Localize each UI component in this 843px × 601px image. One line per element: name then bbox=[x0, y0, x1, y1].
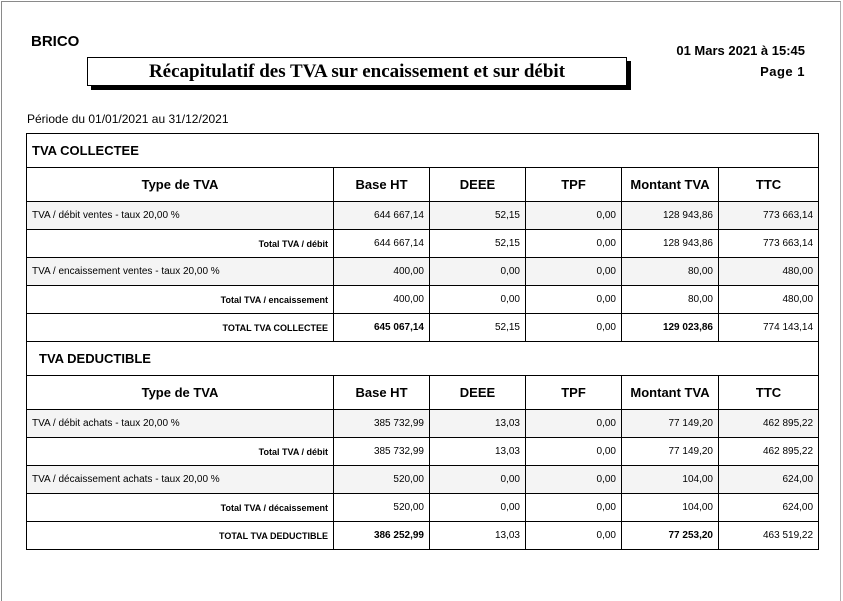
table-header bbox=[27, 376, 819, 410]
section-title: TVA COLLECTEE bbox=[27, 134, 819, 168]
table-row bbox=[27, 466, 819, 494]
table-row bbox=[27, 202, 819, 230]
cell-ttc: 773 663,14 bbox=[719, 230, 819, 258]
cell-base: 644 667,14 bbox=[334, 230, 430, 258]
company-name: BRICO bbox=[31, 33, 80, 50]
cell-base: 520,00 bbox=[334, 466, 430, 494]
cell-ttc: 480,00 bbox=[719, 286, 819, 314]
cell-tpf: 0,00 bbox=[526, 522, 622, 550]
col-base: Base HT bbox=[334, 376, 430, 410]
col-montant: Montant TVA bbox=[622, 376, 719, 410]
print-datetime: 01 Mars 2021 à 15:45 bbox=[676, 43, 805, 58]
cell-base: 645 067,14 bbox=[334, 314, 430, 342]
cell-ttc: 463 519,22 bbox=[719, 522, 819, 550]
cell-tpf: 0,00 bbox=[526, 494, 622, 522]
col-deee: DEEE bbox=[430, 168, 526, 202]
cell-tva: 77 149,20 bbox=[622, 410, 719, 438]
report-title: Récapitulatif des TVA sur encaissement et sur débit bbox=[87, 57, 627, 86]
cell-deee: 52,15 bbox=[430, 314, 526, 342]
cell-base: 400,00 bbox=[334, 258, 430, 286]
col-base: Base HT bbox=[334, 168, 430, 202]
cell-base: 386 252,99 bbox=[334, 522, 430, 550]
col-deee: DEEE bbox=[430, 376, 526, 410]
row-label: TVA / débit ventes - taux 20,00 % bbox=[27, 202, 334, 230]
subtotal-row bbox=[27, 286, 819, 314]
subtotal-row bbox=[27, 230, 819, 258]
cell-ttc: 774 143,14 bbox=[719, 314, 819, 342]
cell-tva: 77 149,20 bbox=[622, 438, 719, 466]
cell-deee: 52,15 bbox=[430, 230, 526, 258]
col-type: Type de TVA bbox=[27, 168, 334, 202]
cell-base: 400,00 bbox=[334, 286, 430, 314]
cell-tva: 104,00 bbox=[622, 466, 719, 494]
table-header bbox=[27, 168, 819, 202]
row-label: TOTAL TVA DEDUCTIBLE bbox=[27, 522, 334, 550]
tva-table bbox=[26, 133, 819, 550]
col-ttc: TTC bbox=[719, 168, 819, 202]
cell-tpf: 0,00 bbox=[526, 466, 622, 494]
cell-base: 385 732,99 bbox=[334, 410, 430, 438]
report-page bbox=[1, 1, 841, 601]
grand-total-row bbox=[27, 314, 819, 342]
col-tpf: TPF bbox=[526, 168, 622, 202]
cell-base: 520,00 bbox=[334, 494, 430, 522]
cell-deee: 0,00 bbox=[430, 258, 526, 286]
subtotal-row bbox=[27, 494, 819, 522]
col-montant: Montant TVA bbox=[622, 168, 719, 202]
cell-tpf: 0,00 bbox=[526, 286, 622, 314]
row-label: TVA / décaissement achats - taux 20,00 % bbox=[27, 466, 334, 494]
cell-base: 644 667,14 bbox=[334, 202, 430, 230]
row-label: Total TVA / décaissement bbox=[27, 494, 334, 522]
cell-tva: 128 943,86 bbox=[622, 202, 719, 230]
cell-tva: 80,00 bbox=[622, 286, 719, 314]
cell-deee: 0,00 bbox=[430, 466, 526, 494]
row-label: Total TVA / débit bbox=[27, 230, 334, 258]
cell-deee: 0,00 bbox=[430, 286, 526, 314]
cell-ttc: 480,00 bbox=[719, 258, 819, 286]
table-row bbox=[27, 258, 819, 286]
cell-tva: 80,00 bbox=[622, 258, 719, 286]
page-number: Page 1 bbox=[760, 64, 805, 79]
section-collectee bbox=[27, 134, 819, 168]
subtotal-row bbox=[27, 438, 819, 466]
report-period: Période du 01/01/2021 au 31/12/2021 bbox=[27, 112, 229, 126]
row-label: TVA / encaissement ventes - taux 20,00 % bbox=[27, 258, 334, 286]
cell-tpf: 0,00 bbox=[526, 258, 622, 286]
cell-ttc: 624,00 bbox=[719, 494, 819, 522]
table-row bbox=[27, 410, 819, 438]
row-label: Total TVA / encaissement bbox=[27, 286, 334, 314]
cell-ttc: 462 895,22 bbox=[719, 438, 819, 466]
cell-ttc: 462 895,22 bbox=[719, 410, 819, 438]
cell-tva: 104,00 bbox=[622, 494, 719, 522]
cell-tva: 77 253,20 bbox=[622, 522, 719, 550]
cell-tpf: 0,00 bbox=[526, 438, 622, 466]
cell-deee: 52,15 bbox=[430, 202, 526, 230]
row-label: Total TVA / débit bbox=[27, 438, 334, 466]
cell-ttc: 624,00 bbox=[719, 466, 819, 494]
col-ttc: TTC bbox=[719, 376, 819, 410]
cell-tva: 128 943,86 bbox=[622, 230, 719, 258]
cell-tpf: 0,00 bbox=[526, 410, 622, 438]
cell-tpf: 0,00 bbox=[526, 202, 622, 230]
cell-tva: 129 023,86 bbox=[622, 314, 719, 342]
row-label: TVA / débit achats - taux 20,00 % bbox=[27, 410, 334, 438]
section-title: TVA DEDUCTIBLE bbox=[27, 342, 819, 376]
col-type: Type de TVA bbox=[27, 376, 334, 410]
grand-total-row bbox=[27, 522, 819, 550]
cell-deee: 13,03 bbox=[430, 522, 526, 550]
cell-tpf: 0,00 bbox=[526, 230, 622, 258]
col-tpf: TPF bbox=[526, 376, 622, 410]
cell-base: 385 732,99 bbox=[334, 438, 430, 466]
cell-deee: 13,03 bbox=[430, 410, 526, 438]
row-label: TOTAL TVA COLLECTEE bbox=[27, 314, 334, 342]
cell-tpf: 0,00 bbox=[526, 314, 622, 342]
cell-deee: 0,00 bbox=[430, 494, 526, 522]
section-deductible bbox=[27, 342, 819, 376]
cell-ttc: 773 663,14 bbox=[719, 202, 819, 230]
cell-deee: 13,03 bbox=[430, 438, 526, 466]
